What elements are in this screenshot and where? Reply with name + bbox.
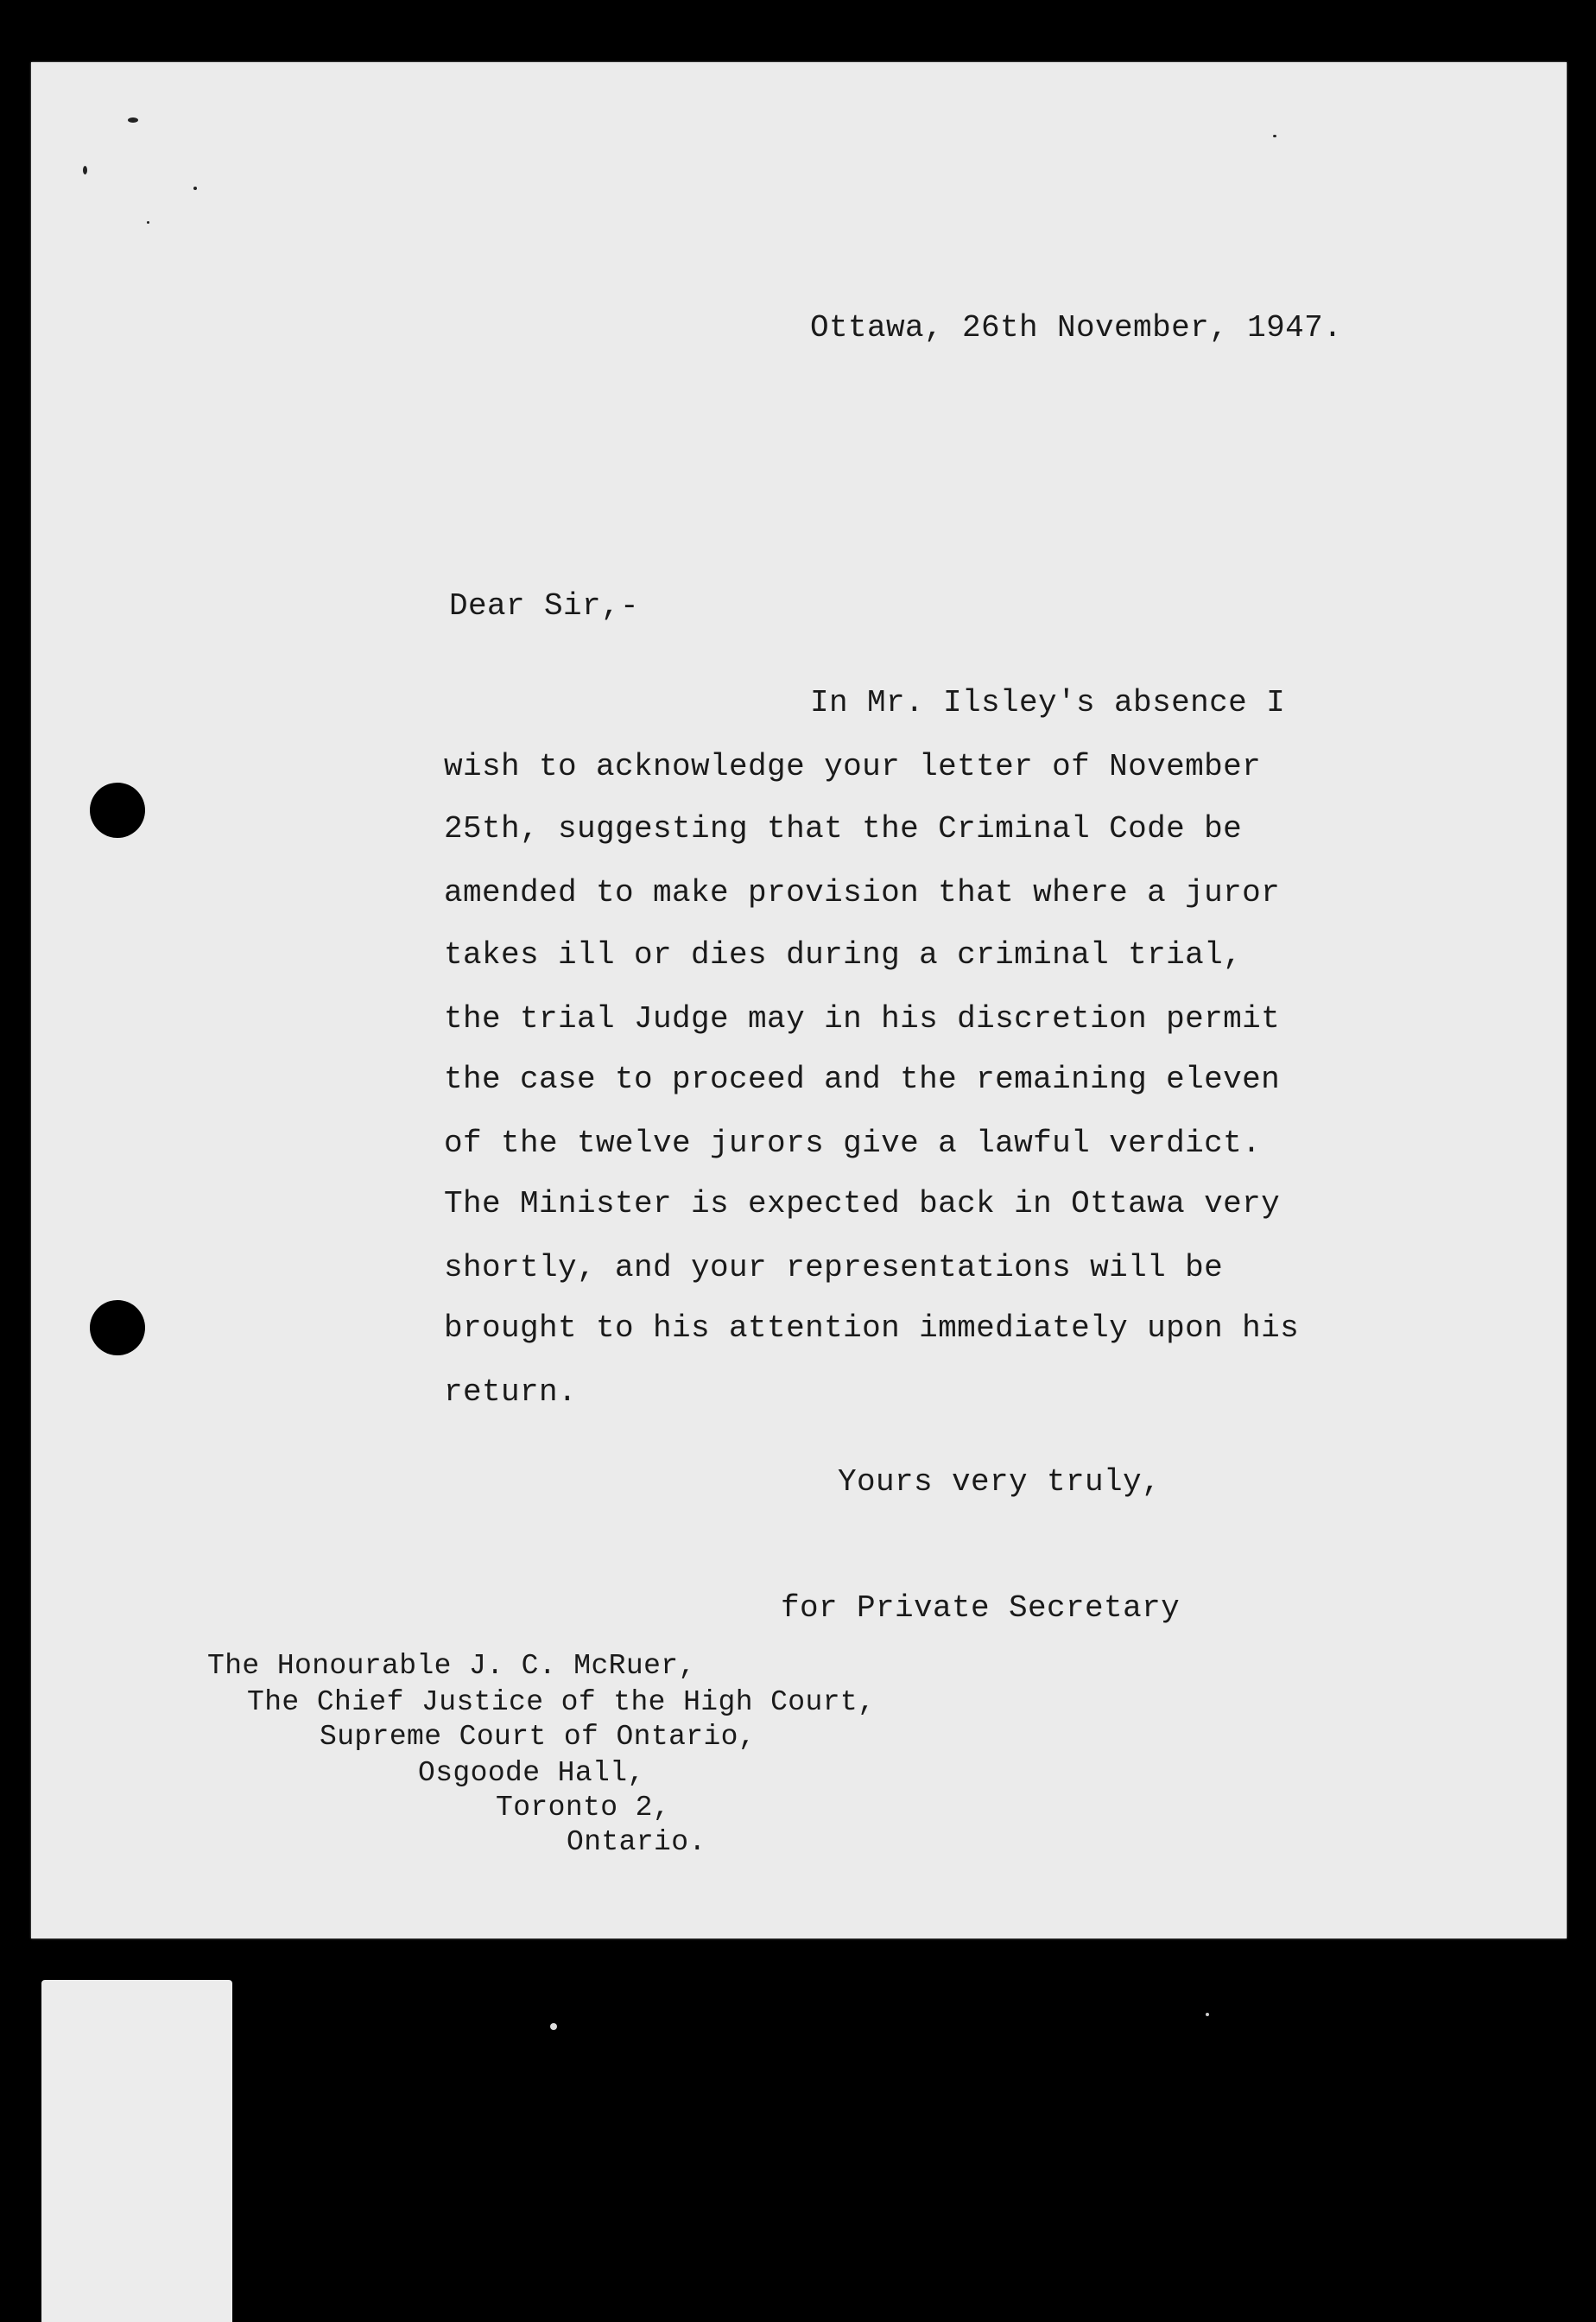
ink-speck (128, 117, 138, 123)
punch-hole (90, 1300, 145, 1355)
address-line: Toronto 2, (496, 1792, 671, 1824)
ink-speck (147, 221, 149, 224)
address-line: Osgoode Hall, (418, 1757, 645, 1789)
ink-speck (1206, 2013, 1209, 2016)
body-line: the case to proceed and the remaining eleven (444, 1062, 1281, 1097)
ink-speck (83, 166, 87, 174)
body-line: amended to make provision that where a juror (444, 875, 1281, 910)
salutation: Dear Sir,- (449, 588, 640, 624)
body-line: of the twelve jurors give a lawful verdict. (444, 1126, 1262, 1161)
index-tab (41, 1980, 232, 2322)
body-line: shortly, and your representations will be (444, 1250, 1224, 1285)
body-line: takes ill or dies during a criminal trial, (444, 937, 1243, 973)
address-line: The Honourable J. C. McRuer, (207, 1650, 696, 1682)
body-line: return. (444, 1374, 578, 1410)
body-line: wish to acknowledge your letter of November (444, 749, 1262, 784)
ink-speck (193, 187, 197, 190)
address-line: Ontario. (567, 1826, 706, 1858)
signature-line: for Private Secretary (781, 1590, 1181, 1626)
body-line: 25th, suggesting that the Criminal Code be (444, 811, 1243, 847)
body-line: brought to his attention immediately upon his (444, 1310, 1300, 1346)
address-line: The Chief Justice of the High Court, (247, 1686, 876, 1718)
body-line: the trial Judge may in his discretion permit (444, 1001, 1281, 1037)
letter-date: Ottawa, 26th November, 1947. (810, 310, 1343, 346)
ink-speck (550, 2023, 557, 2030)
ink-speck (1273, 135, 1276, 137)
punch-hole (90, 783, 145, 838)
address-line: Supreme Court of Ontario, (320, 1721, 757, 1753)
body-line: The Minister is expected back in Ottawa very (444, 1186, 1281, 1221)
body-line: In Mr. Ilsley's absence I (810, 685, 1286, 720)
closing: Yours very truly, (838, 1464, 1162, 1500)
